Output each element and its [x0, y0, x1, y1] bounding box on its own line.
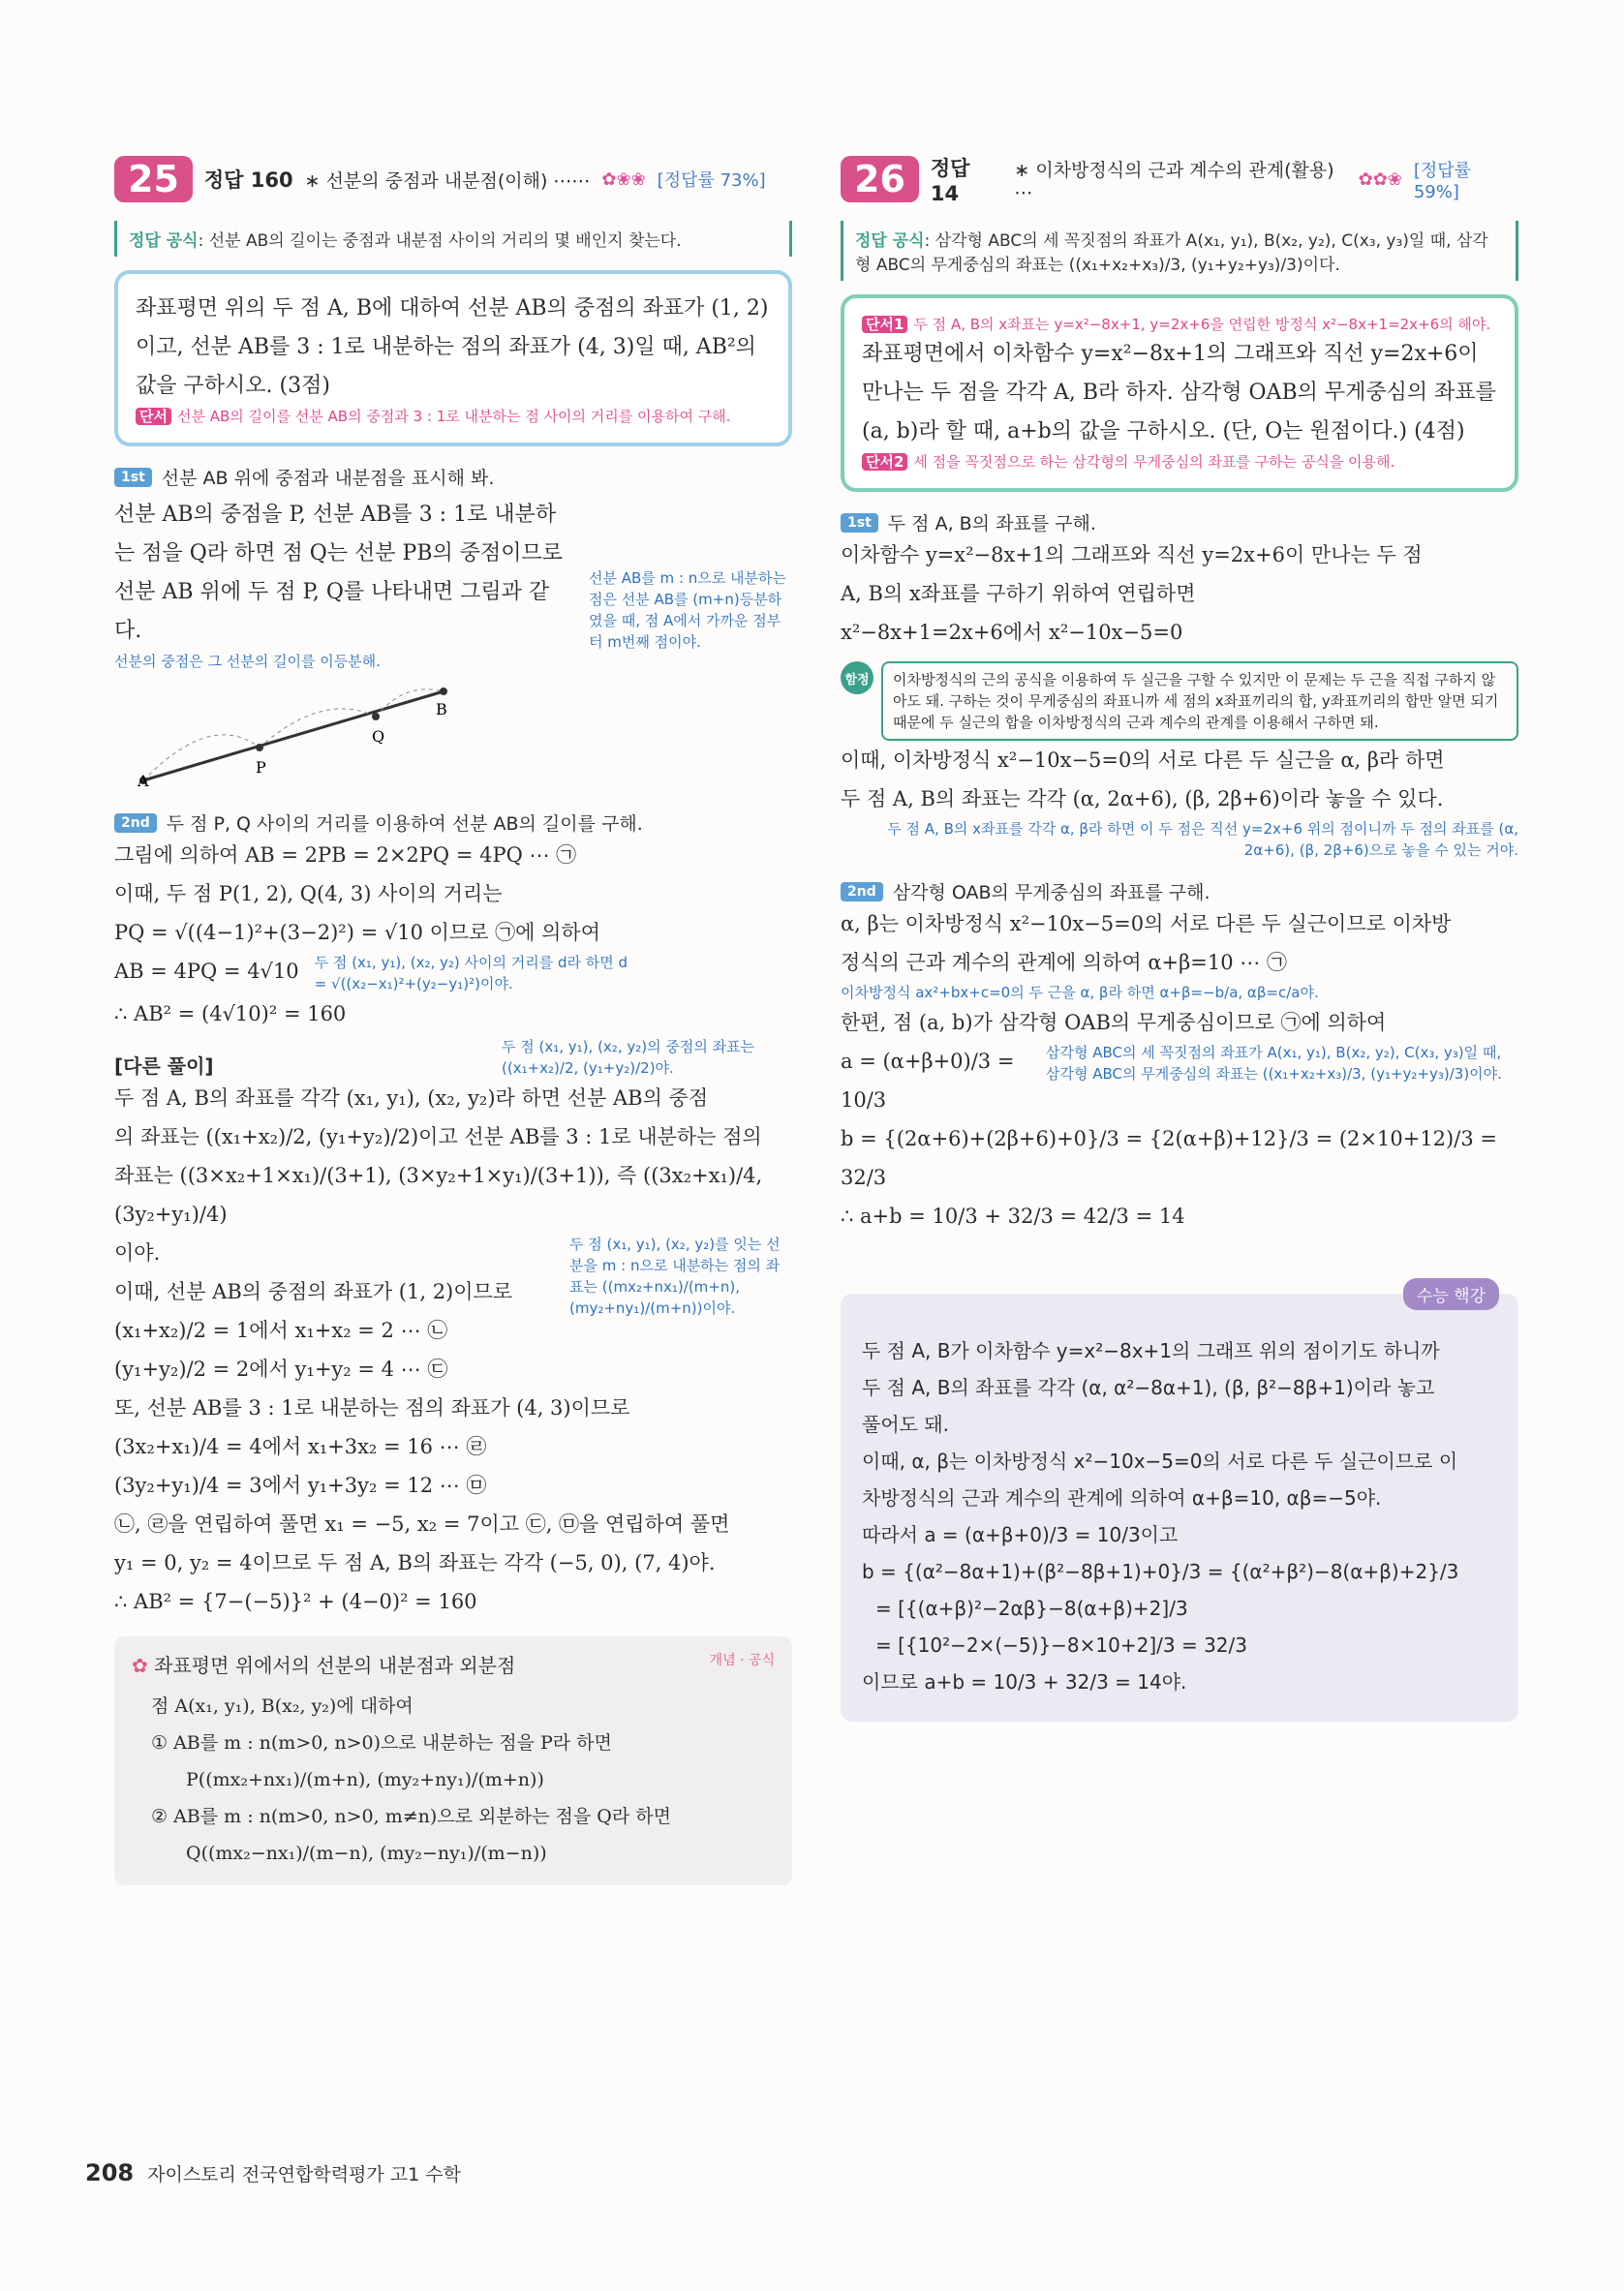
solution-line: b = {(2α+6)+(2β+6)+0}/3 = {2(α+β)+12}/3 = (2×10+12)/3 = 32/3 — [841, 1127, 1497, 1189]
core-line: 두 점 A, B가 이차함수 y=x²−8x+1의 그래프 위의 점이기도 하니까 — [862, 1339, 1440, 1362]
concept-title — [132, 1650, 515, 1678]
hint-2 — [862, 451, 1497, 473]
problem-text: 좌표평면에서 이차함수 y=x²−8x+1의 그래프와 직선 y=2x+6이 만나는 두 점을 각각 A, B라 하자. 삼각형 OAB의 무게중심의 좌표를 (a, b)라 할 때, a+b의 값을 구하시오. (단, O는 원점이다.) (4점) — [862, 342, 1496, 443]
trap-tag: 함정 — [841, 661, 873, 694]
alt-line: 또, 선분 AB를 3 : 1로 내분하는 점의 좌표가 (4, 3)이므로 — [114, 1396, 630, 1420]
formula-text: : 선분 AB의 길이는 중점과 내분점 사이의 거리의 몇 배인지 찾는다. — [198, 231, 682, 251]
problem-box — [114, 270, 792, 446]
label-q: Q — [372, 727, 385, 746]
step-title: 선분 AB 위에 중점과 내분점을 표시해 봐. — [161, 468, 495, 489]
concept-body — [132, 1688, 775, 1872]
step-tag: 2nd — [841, 882, 883, 901]
answer-label: 정답 14 — [930, 157, 970, 205]
concept-line: ① AB를 m : n(m>0, n>0)으로 내분하는 점을 P라 하면 — [151, 1732, 612, 1754]
alt-line: ∴ AB² = {7−(−5)}² + (4−0)² = 160 — [114, 1590, 477, 1613]
alt-line: (3y₂+y₁)/4 = 3에서 y₁+3y₂ = 12 ⋯ ㉤ — [114, 1474, 487, 1497]
alt-line: 의 좌표는 ((x₁+x₂)/2, (y₁+y₂)/2)이고 선분 AB를 3 : 1로 내분하는 점의 — [114, 1125, 762, 1148]
hint-tag: 단서 — [136, 408, 171, 425]
step-tag: 1st — [841, 513, 878, 533]
solution-row — [841, 1042, 1518, 1119]
point-p — [256, 744, 263, 751]
segment-figure — [114, 672, 482, 788]
core-line: = [{10²−2×(−5)}−8×10+2]/3 = 32/3 — [875, 1634, 1247, 1657]
accuracy-rate: [정답률 73%] — [657, 170, 766, 191]
core-lecture-box — [841, 1287, 1518, 1722]
answer-label: 정답 160 — [203, 168, 293, 192]
solution-line: 이차함수 y=x²−8x+1의 그래프와 직선 y=2x+6이 만나는 두 점 — [841, 543, 1423, 566]
alt-line: y₁ = 0, y₂ = 4이므로 두 점 A, B의 좌표는 각각 (−5, 0), (7, 4)야. — [114, 1551, 716, 1574]
concept-tag: 개념 · 공식 — [709, 1653, 775, 1668]
alt-solution-header — [114, 1033, 792, 1079]
note-midpoint-bisect: 선분의 중점은 그 선분의 길이를 이등분해. — [114, 653, 381, 670]
step-title: 두 점 A, B의 좌표를 구해. — [887, 513, 1096, 535]
step-2 — [114, 809, 792, 836]
step-1 — [841, 509, 1518, 535]
alt-line: (y₁+y₂)/2 = 2에서 y₁+y₂ = 4 ⋯ ㉢ — [114, 1358, 448, 1381]
solution-line: AB = 4PQ = 4√10 — [114, 960, 299, 983]
step-2 — [841, 878, 1518, 904]
problem-25-header — [114, 153, 792, 205]
concept-title-text: 좌표평면 위에서의 선분의 내분점과 외분점 — [154, 1654, 516, 1677]
solution-line: x²−8x+1=2x+6에서 x²−10x−5=0 — [841, 621, 1183, 644]
problem-text: 좌표평면 위의 두 점 A, B에 대하여 선분 AB의 중점의 좌표가 (1, 2)이고, 선분 AB를 3 : 1로 내분하는 점의 좌표가 (4, 3)일 때, AB²의 값을 구하시오. (3점) — [136, 296, 769, 398]
alt-row — [114, 1234, 792, 1350]
solution-line: 이때, 두 점 P(1, 2), Q(4, 3) 사이의 거리는 — [114, 882, 503, 905]
step-1-body: 선분 AB의 중점을 P, 선분 AB를 3 : 1로 내분하는 점을 Q라 하면 점 Q는 선분 PB의 중점이므로 선분 AB 위에 두 점 P, Q를 나타내면 그림과 같다. — [114, 503, 564, 643]
step-title: 삼각형 OAB의 무게중심의 좌표를 구해. — [892, 882, 1210, 903]
hint-text: 세 점을 꼭짓점으로 하는 삼각형의 무게중심의 좌표를 구하는 공식을 이용해. — [913, 453, 1395, 471]
concept-line: P((mx₂+nx₁)/(m+n), (my₂+ny₁)/(m+n)) — [186, 1769, 544, 1790]
label-p: P — [256, 758, 266, 777]
core-line: b = {(α²−8α+1)+(β²−8β+1)+0}/3 = {(α²+β²)−8(α+β)+2}/3 — [862, 1560, 1459, 1583]
arc-ap — [143, 735, 260, 780]
step-1-content — [114, 490, 792, 792]
accuracy-rate: [정답률 59%] — [1413, 160, 1472, 202]
hint-1 — [862, 314, 1497, 335]
hint-tag: 단서2 — [862, 453, 907, 471]
concept-line: ② AB를 m : n(m>0, n>0, m≠n)으로 외분하는 점을 Q라 하면 — [151, 1806, 671, 1827]
alt-line: 이야. — [114, 1241, 161, 1265]
concept-line: Q((mx₂−nx₁)/(m−n), (my₂−ny₁)/(m−n)) — [186, 1843, 547, 1864]
solution-line: ∴ AB² = (4√10)² = 160 — [114, 1002, 347, 1025]
core-line: = [{(α+β)²−2αβ}−8(α+β)+2]/3 — [875, 1597, 1188, 1620]
trap-tip — [841, 661, 1518, 741]
core-line: 따라서 a = (α+β+0)/3 = 10/3이고 — [862, 1523, 1179, 1546]
solution-line: PQ = √((4−1)²+(3−2)²) = √10 이므로 ㉠에 의하여 — [114, 921, 600, 944]
solution-line: ∴ a+b = 10/3 + 32/3 = 42/3 = 14 — [841, 1205, 1185, 1228]
point-b — [440, 687, 447, 695]
difficulty-icon: ✿✿❀ — [1358, 168, 1402, 190]
note-internal-division: 선분 AB를 m : n으로 내분하는 점은 선분 AB를 (m+n)등분하였을 때, 점 A에서 가까운 점부터 m번째 점이야. — [589, 569, 786, 651]
trap-text: 이차방정식의 근의 공식을 이용하여 두 실근을 구할 수 있지만 이 문제는 두 근을 직접 구하지 않아도 돼. 구하는 것이 무게중심의 좌표니까 세 점의 x좌표끼리의 합, y좌표끼리의 합만 알면 되기 때문에 두 실근의 합을 이차방정식의 근과 계수의 관계를 이용해서 구하면 돼. — [881, 661, 1518, 741]
answer-formula — [841, 221, 1518, 281]
note-distance: 두 점 (x₁, y₁), (x₂, y₂) 사이의 거리를 d라 하면 d = √((x₂−x₁)²+(y₂−y₁)²)이야. — [314, 954, 628, 993]
alt-solution-title: [다른 풀이] — [114, 1054, 214, 1078]
step-tag: 1st — [114, 468, 152, 487]
flower-icon: ✿ — [132, 1654, 155, 1677]
topic-label: ∗ 선분의 중점과 내분점(이해) ⋯⋯ — [304, 169, 591, 192]
hint-text: 두 점 A, B의 x좌표는 y=x²−8x+1, y=2x+6을 연립한 방정식 x²−8x+1=2x+6의 해야. — [913, 316, 1491, 333]
label-b: B — [436, 700, 447, 718]
hint-tag: 단서1 — [862, 316, 907, 333]
step-title: 두 점 P, Q 사이의 거리를 이용하여 선분 AB의 길이를 구해. — [166, 813, 643, 835]
formula-text: : 삼각형 ABC의 세 꼭짓점의 좌표가 A(x₁, y₁), B(x₂, y₂), C(x₃, y₃)일 때, 삼각형 ABC의 무게중심의 좌표는 ((x₁+x₂+x₃)/3, (y₁+y₂+y₃)/3)이다. — [855, 231, 1488, 275]
solution-line: 그림에 의하여 AB = 2PB = 2×2PQ = 4PQ ⋯ ㉠ — [114, 843, 577, 867]
solution-line: 두 점 A, B의 좌표는 각각 (α, 2α+6), (β, 2β+6)이라 놓을 수 있다. — [841, 787, 1444, 810]
alt-line: (3x₂+x₁)/4 = 4에서 x₁+3x₂ = 16 ⋯ ㉣ — [114, 1435, 487, 1458]
answer-formula — [114, 221, 792, 257]
core-line: 두 점 A, B의 좌표를 각각 (α, α²−8α+1), (β, β²−8β+1)이라 놓고 — [862, 1376, 1435, 1399]
problem-number: 26 — [841, 156, 919, 202]
note-ab-coordinates: 두 점 A, B의 x좌표를 각각 α, β라 하면 이 두 점은 직선 y=2x+6 위의 점이니까 두 점의 좌표를 (α, 2α+6), (β, 2β+6)으로 놓을 수 있는 거야. — [887, 820, 1518, 859]
solution-line: A, B의 x좌표를 구하기 위하여 연립하면 — [841, 582, 1196, 605]
solution-line: α, β는 이차방정식 x²−10x−5=0의 서로 다른 두 실근이므로 이차방 — [841, 912, 1452, 935]
core-line: 이므로 a+b = 10/3 + 32/3 = 14야. — [862, 1670, 1187, 1694]
point-q — [372, 713, 380, 720]
formula-key: 정답 공식 — [129, 231, 199, 251]
hint — [136, 406, 771, 427]
formula-key: 정답 공식 — [855, 231, 925, 251]
problem-26-column — [841, 153, 1518, 1722]
core-lecture-tag: 수능 핵강 — [1403, 1278, 1499, 1310]
topic-label: ∗ 이차방정식의 근과 계수의 관계(활용) ⋯ — [1014, 159, 1334, 203]
problem-25-column — [114, 153, 792, 1885]
solution-line: 정식의 근과 계수의 관계에 의하여 α+β=10 ⋯ ㉠ — [841, 951, 1287, 974]
book-title: 자이스토리 전국연합학력평가 고1 수학 — [147, 2164, 461, 2185]
concept-line: 점 A(x₁, y₁), B(x₂, y₂)에 대하여 — [151, 1695, 414, 1717]
problem-26-header — [841, 153, 1518, 205]
problem-number: 25 — [114, 156, 193, 202]
note-midpoint-formula: 두 점 (x₁, y₁), (x₂, y₂)의 중점의 좌표는 ((x₁+x₂)/2, (y₁+y₂)/2)야. — [502, 1038, 755, 1077]
alt-line: 좌표는 ((3×x₂+1×x₁)/(3+1), (3×y₂+1×y₁)/(3+1)), 즉 ((3x₂+x₁)/4, (3y₂+y₁)/4) — [114, 1164, 763, 1226]
difficulty-icon: ✿❀❀ — [601, 168, 646, 190]
core-line: 풀어도 돼. — [862, 1413, 949, 1436]
hint-text: 선분 AB의 길이를 선분 AB의 중점과 3 : 1로 내분하는 점 사이의 거리를 이용하여 구해. — [176, 408, 731, 425]
note-internal-formula: 두 점 (x₁, y₁), (x₂, y₂)를 잇는 선분을 m : n으로 내분하는 점의 좌표는 ((mx₂+nx₁)/(m+n), (my₂+ny₁)/(m+n))이야. — [569, 1236, 781, 1317]
step-tag: 2nd — [114, 813, 157, 833]
note-centroid: 삼각형 ABC의 세 꼭짓점의 좌표가 A(x₁, y₁), B(x₂, y₂), C(x₃, y₃)일 때, 삼각형 ABC의 무게중심의 좌표는 ((x₁+x₂+x₃)/3, (y₁+y₂+y₃)/3)이야. — [1046, 1044, 1502, 1083]
segment-ab — [143, 691, 444, 780]
alt-line: (x₁+x₂)/2 = 1에서 x₁+x₂ = 2 ⋯ ㉡ — [114, 1319, 448, 1342]
problem-box — [841, 294, 1518, 492]
step-1 — [114, 464, 792, 490]
page-footer — [85, 2159, 461, 2186]
label-a: A — [138, 772, 149, 788]
solution-line: a = (α+β+0)/3 = 10/3 — [841, 1050, 1015, 1112]
note-vieta: 이차방정식 ax²+bx+c=0의 두 근을 α, β라 하면 α+β=−b/a, αβ=c/a야. — [841, 984, 1319, 1001]
core-line: 이때, α, β는 이차방정식 x²−10x−5=0의 서로 다른 두 실근이므로 이 — [862, 1450, 1458, 1473]
alt-line: 두 점 A, B의 좌표를 각각 (x₁, y₁), (x₂, y₂)라 하면 선분 AB의 중점 — [114, 1086, 709, 1110]
solution-line: 이때, 이차방정식 x²−10x−5=0의 서로 다른 두 실근을 α, β라 하면 — [841, 748, 1445, 772]
concept-box — [114, 1636, 792, 1885]
page-number: 208 — [85, 2159, 135, 2186]
solution-line: 한편, 점 (a, b)가 삼각형 OAB의 무게중심이므로 ㉠에 의하여 — [841, 1011, 1387, 1034]
solution-row — [114, 952, 792, 994]
alt-line: 이때, 선분 AB의 중점의 좌표가 (1, 2)이므로 — [114, 1280, 513, 1303]
core-line: 차방정식의 근과 계수의 관계에 의하여 α+β=10, αβ=−5야. — [862, 1486, 1382, 1510]
alt-line: ㉡, ㉣을 연립하여 풀면 x₁ = −5, x₂ = 7이고 ㉢, ㉤을 연립하여 풀면 — [114, 1512, 730, 1536]
concept-header — [132, 1650, 775, 1678]
